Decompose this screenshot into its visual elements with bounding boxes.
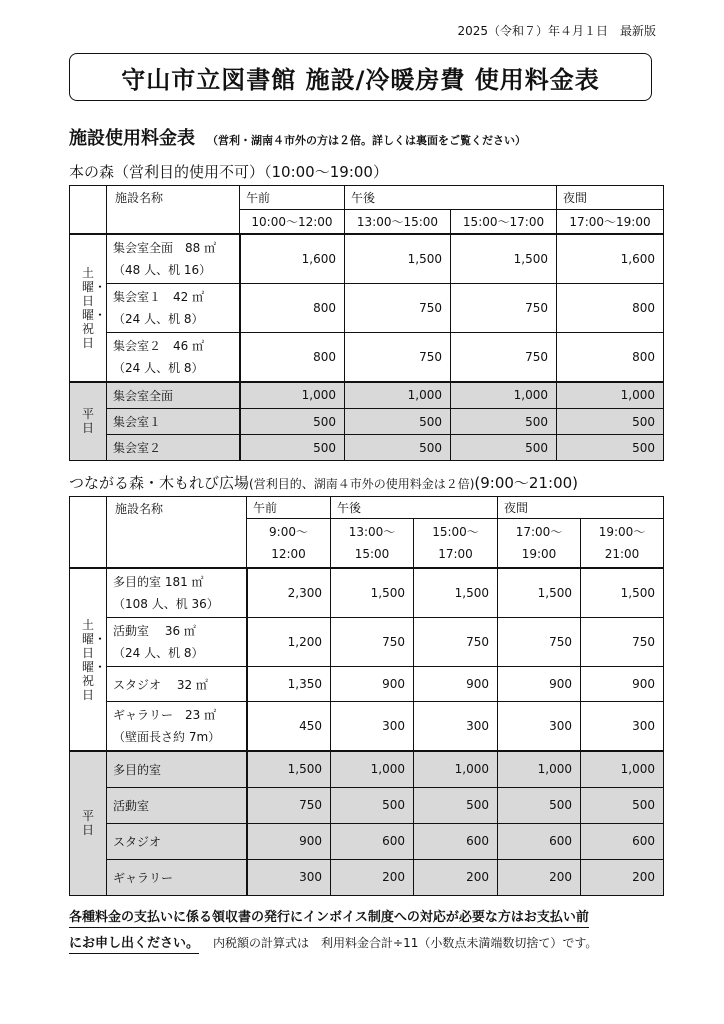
fee-cell: 900 bbox=[498, 667, 581, 702]
weekend-label: 土曜・日曜・祝日 bbox=[70, 234, 107, 382]
facility-cell: ギャラリー bbox=[107, 859, 247, 895]
fee-cell: 300 bbox=[414, 702, 498, 752]
header-night: 夜間 bbox=[498, 497, 664, 519]
fee-cell: 750 bbox=[345, 332, 451, 382]
fee-cell: 2,300 bbox=[247, 568, 331, 618]
fee-cell: 1,350 bbox=[247, 667, 331, 702]
fee-cell: 1,000 bbox=[557, 382, 664, 409]
slot-cell: 19:00〜 21:00 bbox=[581, 519, 664, 569]
fee-cell: 500 bbox=[345, 409, 451, 435]
fee-cell: 500 bbox=[345, 435, 451, 461]
slot-cell: 15:00〜 17:00 bbox=[414, 519, 498, 569]
facility-cell: ギャラリー 23 ㎡ （壁面長さ約 7m） bbox=[107, 702, 247, 752]
fee-cell: 200 bbox=[581, 859, 664, 895]
fee-cell: 500 bbox=[414, 787, 498, 823]
fee-cell: 750 bbox=[451, 332, 557, 382]
fee-cell: 500 bbox=[240, 409, 345, 435]
fee-table-tsunagaru-mori bbox=[69, 496, 664, 896]
facility-cell: 集会室全面 bbox=[107, 382, 240, 409]
fee-cell: 1,500 bbox=[345, 234, 451, 284]
header-pm: 午後 bbox=[345, 186, 557, 210]
fee-cell: 300 bbox=[498, 702, 581, 752]
fee-cell: 1,500 bbox=[247, 751, 331, 787]
fee-cell: 500 bbox=[331, 787, 414, 823]
section1-title: 施設使用料金表 bbox=[69, 128, 195, 149]
fee-cell: 1,000 bbox=[331, 751, 414, 787]
header-night: 夜間 bbox=[557, 186, 664, 210]
section1-note: （営利・湖南４市外の方は２倍。詳しくは裏面をご覧ください） bbox=[207, 134, 526, 147]
facility-cell: 集会室１ 42 ㎡ （24 人、机 8） bbox=[107, 283, 240, 332]
weekday-label: 平日 bbox=[70, 382, 107, 461]
header-am: 午前 bbox=[240, 186, 345, 210]
invoice-notice-request: にお申し出ください。 bbox=[69, 936, 199, 954]
header-facility-name: 施設名称 bbox=[107, 186, 240, 234]
fee-cell: 500 bbox=[451, 409, 557, 435]
fee-cell: 750 bbox=[247, 787, 331, 823]
fee-cell: 500 bbox=[557, 435, 664, 461]
fee-cell: 1,000 bbox=[451, 382, 557, 409]
header-am: 午前 bbox=[247, 497, 331, 519]
fee-cell: 300 bbox=[247, 859, 331, 895]
fee-cell: 450 bbox=[247, 702, 331, 752]
facility-cell: 活動室 36 ㎡ （24 人、机 8） bbox=[107, 618, 247, 667]
fee-cell: 1,500 bbox=[414, 568, 498, 618]
slot-cell: 10:00〜12:00 bbox=[240, 210, 345, 234]
slot-cell: 15:00〜17:00 bbox=[451, 210, 557, 234]
fee-cell: 1,500 bbox=[331, 568, 414, 618]
fee-cell: 200 bbox=[414, 859, 498, 895]
header-pm: 午後 bbox=[331, 497, 498, 519]
fee-cell: 750 bbox=[414, 618, 498, 667]
facility-cell: 集会室全面 88 ㎡ （48 人、机 16） bbox=[107, 234, 240, 284]
fee-cell: 800 bbox=[240, 332, 345, 382]
fee-cell: 750 bbox=[331, 618, 414, 667]
fee-cell: 600 bbox=[498, 823, 581, 859]
facility-cell: 集会室１ bbox=[107, 409, 240, 435]
tax-formula-note: 内税額の計算式は 利用料金合計÷11（小数点未満端数切捨て）です。 bbox=[213, 936, 598, 950]
weekday-label: 平日 bbox=[70, 751, 107, 895]
fee-table-hon-no-mori bbox=[69, 185, 664, 461]
facility-cell: 活動室 bbox=[107, 787, 247, 823]
fee-cell: 750 bbox=[498, 618, 581, 667]
fee-cell: 900 bbox=[331, 667, 414, 702]
weekend-label: 土曜・日曜・祝日 bbox=[70, 568, 107, 751]
slot-cell: 13:00〜 15:00 bbox=[331, 519, 414, 569]
corner-cell bbox=[70, 186, 107, 234]
section1-subhead: 本の森（営利目的使用不可）（10:00〜19:00） bbox=[69, 163, 388, 181]
fee-cell: 200 bbox=[331, 859, 414, 895]
slot-cell: 17:00〜19:00 bbox=[557, 210, 664, 234]
fee-cell: 600 bbox=[414, 823, 498, 859]
facility-cell: 多目的室 bbox=[107, 751, 247, 787]
facility-cell: スタジオ 32 ㎡ bbox=[107, 667, 247, 702]
fee-cell: 800 bbox=[557, 332, 664, 382]
section1-heading bbox=[69, 124, 526, 150]
section2-subhead-main: つながる森・木もれび広場 bbox=[69, 474, 250, 492]
page-title: 守山市立図書館 施設/冷暖房費 使用料金表 bbox=[121, 65, 600, 94]
header-facility-name: 施設名称 bbox=[107, 497, 247, 569]
slot-cell: 9:00〜 12:00 bbox=[247, 519, 331, 569]
fee-cell: 1,600 bbox=[240, 234, 345, 284]
fee-cell: 1,000 bbox=[581, 751, 664, 787]
slot-cell: 13:00〜15:00 bbox=[345, 210, 451, 234]
section2-subhead-hours: (9:00〜21:00) bbox=[474, 474, 579, 492]
fee-cell: 1,600 bbox=[557, 234, 664, 284]
title-box bbox=[69, 53, 652, 101]
fee-cell: 900 bbox=[414, 667, 498, 702]
fee-cell: 300 bbox=[331, 702, 414, 752]
fee-cell: 900 bbox=[247, 823, 331, 859]
fee-cell: 1,000 bbox=[414, 751, 498, 787]
fee-cell: 200 bbox=[498, 859, 581, 895]
fee-cell: 800 bbox=[557, 283, 664, 332]
fee-cell: 1,500 bbox=[451, 234, 557, 284]
section2-subhead bbox=[69, 472, 578, 493]
fee-cell: 600 bbox=[581, 823, 664, 859]
fee-cell: 500 bbox=[581, 787, 664, 823]
facility-cell: 集会室２ 46 ㎡ （24 人、机 8） bbox=[107, 332, 240, 382]
issue-date: 2025（令和７）年４月１日 最新版 bbox=[457, 24, 656, 38]
facility-cell: 集会室２ bbox=[107, 435, 240, 461]
corner-cell bbox=[70, 497, 107, 569]
fee-cell: 600 bbox=[331, 823, 414, 859]
fee-cell: 500 bbox=[240, 435, 345, 461]
fee-cell: 750 bbox=[451, 283, 557, 332]
fee-cell: 750 bbox=[581, 618, 664, 667]
fee-cell: 1,500 bbox=[498, 568, 581, 618]
facility-cell: スタジオ bbox=[107, 823, 247, 859]
fee-cell: 1,000 bbox=[345, 382, 451, 409]
section2-subhead-note: (営利目的、湖南４市外の使用料金は２倍) bbox=[249, 477, 475, 491]
fee-cell: 500 bbox=[498, 787, 581, 823]
fee-cell: 500 bbox=[557, 409, 664, 435]
fee-cell: 1,200 bbox=[247, 618, 331, 667]
fee-cell: 900 bbox=[581, 667, 664, 702]
fee-cell: 1,000 bbox=[498, 751, 581, 787]
facility-cell: 多目的室 181 ㎡ （108 人、机 36） bbox=[107, 568, 247, 618]
fee-cell: 1,000 bbox=[240, 382, 345, 409]
fee-cell: 300 bbox=[581, 702, 664, 752]
fee-cell: 500 bbox=[451, 435, 557, 461]
fee-cell: 800 bbox=[240, 283, 345, 332]
slot-cell: 17:00〜 19:00 bbox=[498, 519, 581, 569]
invoice-notice-line1: 各種料金の支払いに係る領収書の発行にインボイス制度への対応が必要な方はお支払い前 bbox=[69, 906, 589, 928]
fee-cell: 1,500 bbox=[581, 568, 664, 618]
invoice-notice-line2 bbox=[69, 932, 597, 951]
fee-cell: 750 bbox=[345, 283, 451, 332]
